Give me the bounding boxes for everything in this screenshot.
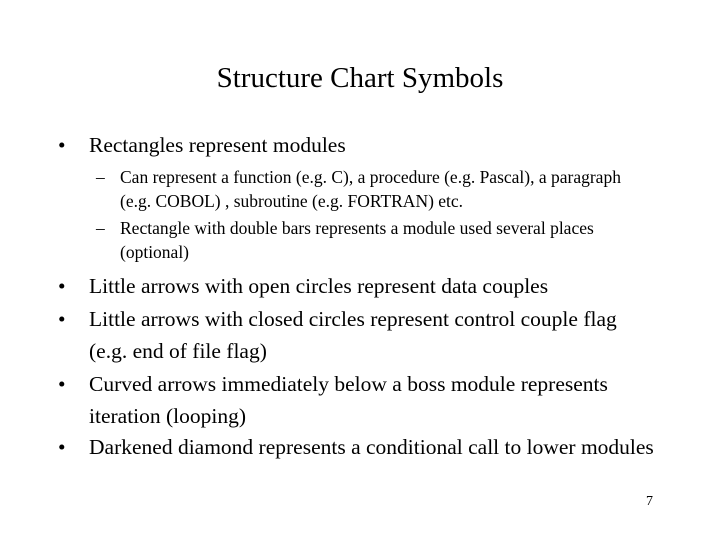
sub-bullet-item xyxy=(96,216,636,264)
bullet-text: Rectangles represent modules xyxy=(89,133,346,157)
sub-bullet-marker: – xyxy=(96,167,105,187)
bullet-item xyxy=(58,270,658,302)
bullet-item xyxy=(58,431,658,463)
slide-title: Structure Chart Symbols xyxy=(216,62,504,94)
bullet-text: Little arrows with closed circles represent control couple flag (e.g. end of file flag) xyxy=(89,307,617,363)
bullet-text: Little arrows with open circles represent data couples xyxy=(89,274,549,298)
bullet-marker: • xyxy=(58,133,66,157)
sub-bullet-text: Can represent a function (e.g. C), a procedure (e.g. Pascal), a paragraph (e.g. COBOL) , subroutine (e.g. FORTRAN) etc. xyxy=(120,167,621,211)
bullet-text: Darkened diamond represents a conditional call to lower modules xyxy=(89,435,654,459)
bullet-text: Curved arrows immediately below a boss module represents iteration (looping) xyxy=(89,372,608,428)
bullet-item xyxy=(58,303,658,367)
bullet-marker: • xyxy=(58,274,66,298)
bullet-marker: • xyxy=(58,307,66,331)
bullet-item xyxy=(58,129,658,161)
bullet-marker: • xyxy=(58,372,66,396)
page-number: 7 xyxy=(646,494,653,509)
sub-bullet-item xyxy=(96,165,636,213)
sub-bullet-text: Rectangle with double bars represents a module used several places (optional) xyxy=(120,218,594,262)
bullet-item xyxy=(58,368,658,432)
bullet-marker: • xyxy=(58,435,66,459)
sub-bullet-marker: – xyxy=(96,218,105,238)
